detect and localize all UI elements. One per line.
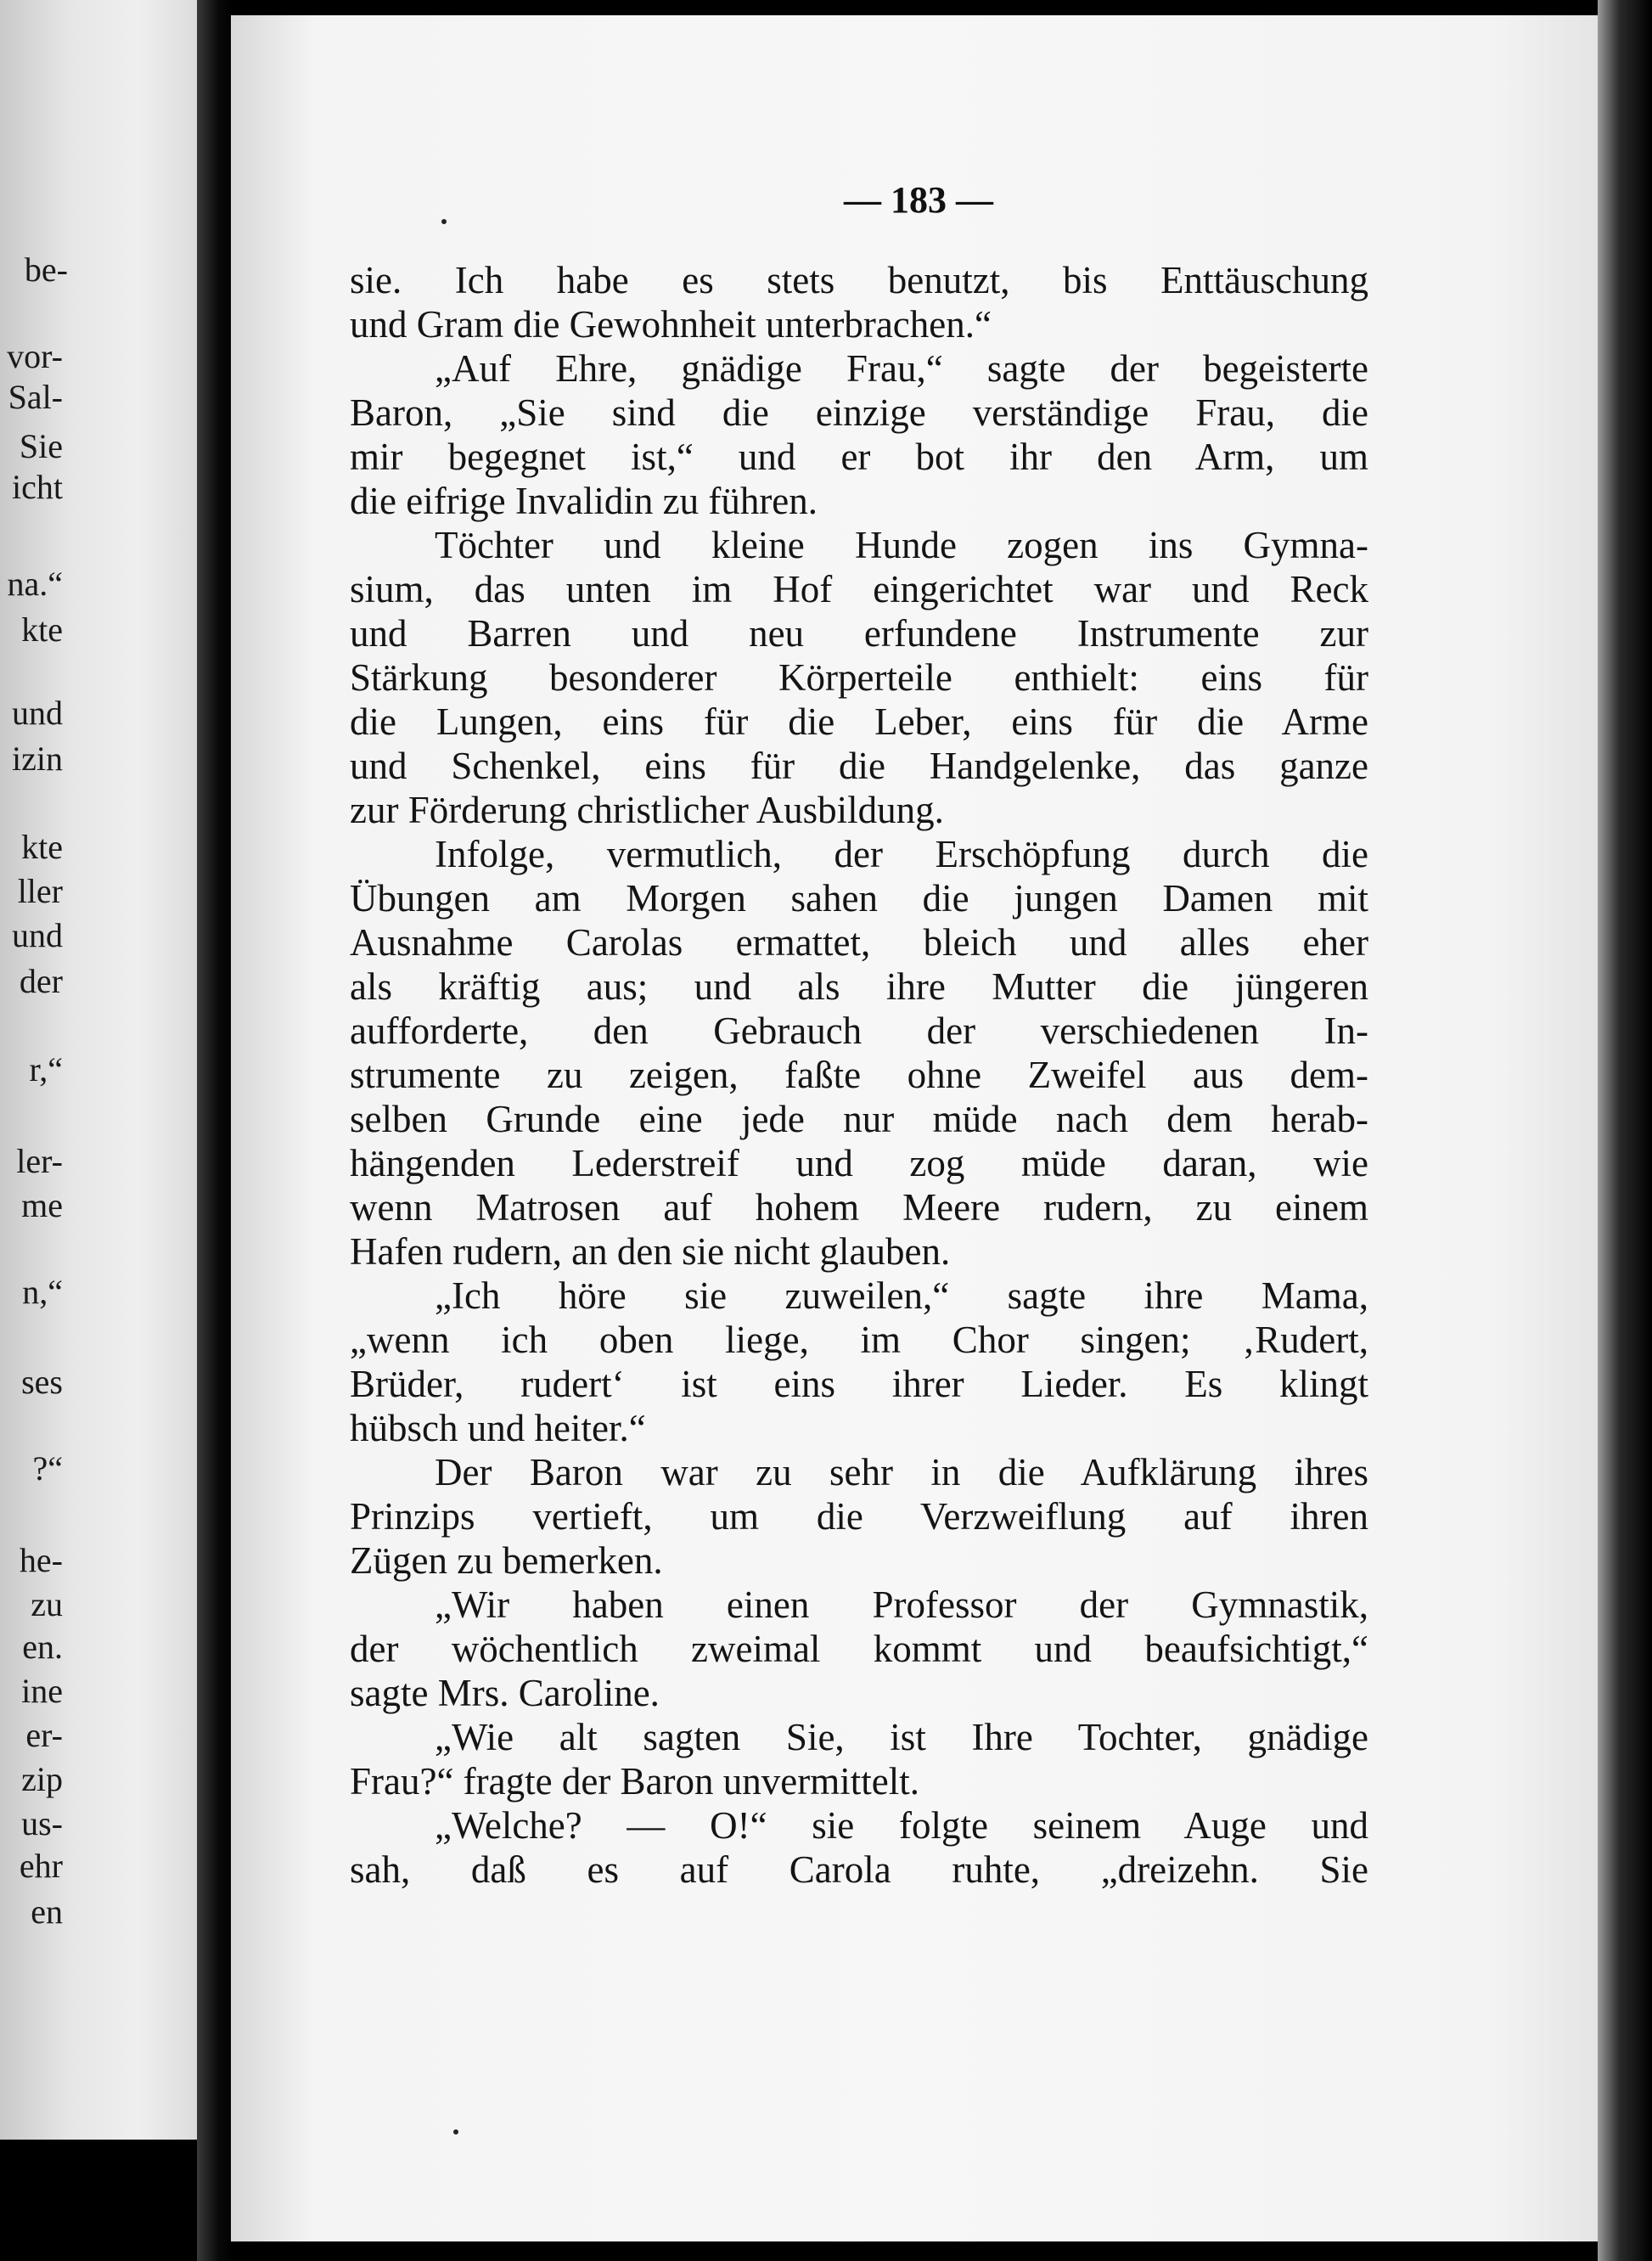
text-line: mir begegnet ist,“ und er bot ihr den Arm, um — [350, 436, 1368, 478]
text-line: Ausnahme Carolas ermattet, bleich und alles eher — [350, 921, 1368, 964]
text-line: wenn Matrosen auf hohem Meere rudern, zu einem — [350, 1186, 1368, 1229]
left-fragment: der — [19, 962, 63, 1000]
left-fragment: Sal- — [8, 378, 63, 416]
text-line: Töchter und kleine Hunde zogen ins Gymna- — [435, 524, 1368, 566]
text-line: „wenn ich oben liege, im Chor singen; ‚Rudert, — [350, 1319, 1368, 1361]
left-fragment: ehr — [19, 1847, 63, 1885]
text-line: sagte Mrs. Caroline. — [350, 1672, 660, 1714]
left-fragment: ses — [21, 1363, 63, 1401]
text-line: aufforderte, den Gebrauch der verschiedenen In- — [350, 1010, 1368, 1052]
book-gutter — [197, 0, 233, 2261]
text-line: Übungen am Morgen sahen die jungen Damen mit — [350, 877, 1368, 920]
text-line: zur Förderung christlicher Ausbildung. — [350, 789, 944, 831]
text-line: „Wie alt sagten Sie, ist Ihre Tochter, gnädige — [435, 1716, 1368, 1758]
left-fragment: en — [31, 1893, 63, 1931]
text-line: „Ich höre sie zuweilen,“ sagte ihre Mama, — [435, 1274, 1368, 1317]
left-fragment: er- — [25, 1716, 63, 1754]
text-line: hängenden Lederstreif und zog müde daran, wie — [350, 1142, 1368, 1184]
left-fragment: us- — [21, 1804, 63, 1842]
text-line: Frau?“ fragte der Baron unvermittelt. — [350, 1760, 919, 1803]
left-fragment: ller — [17, 872, 63, 910]
left-fragment: he- — [19, 1541, 63, 1579]
text-line: Zügen zu bemerken. — [350, 1539, 663, 1582]
text-line: „Wir haben einen Professor der Gymnastik, — [435, 1583, 1368, 1626]
left-fragment: izin — [12, 740, 63, 778]
speck-mark — [453, 2129, 458, 2134]
left-fragment: und — [12, 694, 63, 732]
text-line: und Gram die Gewohnheit unterbrachen.“ — [350, 303, 992, 346]
left-fragment: Sie — [19, 427, 63, 465]
text-line: „Welche? — O!“ sie folgte seinem Auge und — [435, 1804, 1368, 1847]
text-line: „Auf Ehre, gnädige Frau,“ sagte der begeisterte — [435, 347, 1368, 390]
text-line: Prinzips vertieft, um die Verzweiflung auf ihren — [350, 1495, 1368, 1538]
left-fragment: na.“ — [7, 565, 63, 603]
left-fragment: kte — [21, 610, 63, 649]
left-fragment: icht — [12, 468, 63, 506]
text-line: sium, das unten im Hof eingerichtet war und Reck — [350, 568, 1368, 610]
left-fragment: be- — [24, 250, 68, 289]
text-line: sah, daß es auf Carola ruhte, „dreizehn. Sie — [350, 1848, 1368, 1891]
left-fragment: und — [12, 916, 63, 954]
text-line: Brüder, rudert‘ ist eins ihrer Lieder. Es klingt — [350, 1363, 1368, 1405]
right-page-edge — [1598, 0, 1652, 2261]
text-line: sie. Ich habe es stets benutzt, bis Enttäuschung — [350, 259, 1368, 301]
page-number-header: — 183 — — [844, 179, 993, 221]
text-line: selben Grunde eine jede nur müde nach dem herab- — [350, 1098, 1368, 1140]
left-fragment: vor- — [7, 337, 63, 375]
left-fragment: kte — [21, 828, 63, 866]
left-fragment: ine — [21, 1672, 63, 1710]
book-page — [231, 15, 1606, 2241]
left-fragment: en. — [22, 1628, 63, 1666]
text-line: Hafen rudern, an den sie nicht glauben. — [350, 1230, 951, 1273]
text-line: die Lungen, eins für die Leber, eins für die Arme — [350, 700, 1368, 743]
text-line: Stärkung besonderer Körperteile enthielt: eins für — [350, 656, 1368, 699]
text-line: Baron, „Sie sind die einzige verständige Frau, die — [350, 391, 1368, 434]
left-fragment: ?“ — [32, 1449, 63, 1488]
page-body-text — [350, 258, 1368, 1892]
left-fragment: zip — [21, 1760, 63, 1798]
text-line: der wöchentlich zweimal kommt und beaufsichtigt,“ — [350, 1628, 1368, 1670]
text-line: Der Baron war zu sehr in die Aufklärung ihres — [435, 1451, 1368, 1493]
text-line: und Schenkel, eins für die Handgelenke, das ganze — [350, 745, 1368, 787]
left-fragment: ler- — [16, 1142, 63, 1180]
text-line: hübsch und heiter.“ — [350, 1407, 646, 1449]
left-fragment: r,“ — [29, 1050, 63, 1088]
text-line: als kräftig aus; und als ihre Mutter die jüngeren — [350, 965, 1368, 1008]
text-line: Infolge, vermutlich, der Erschöpfung durch die — [435, 833, 1368, 875]
left-fragment: me — [21, 1186, 63, 1224]
left-page-text-fragments — [0, 0, 197, 2140]
left-fragment: zu — [31, 1585, 63, 1623]
text-line: strumente zu zeigen, faßte ohne Zweifel aus dem- — [350, 1054, 1368, 1096]
speck-mark — [441, 219, 447, 224]
text-line: die eifrige Invalidin zu führen. — [350, 480, 818, 522]
left-fragment: n,“ — [22, 1273, 63, 1311]
text-line: und Barren und neu erfundene Instrumente zur — [350, 612, 1368, 655]
